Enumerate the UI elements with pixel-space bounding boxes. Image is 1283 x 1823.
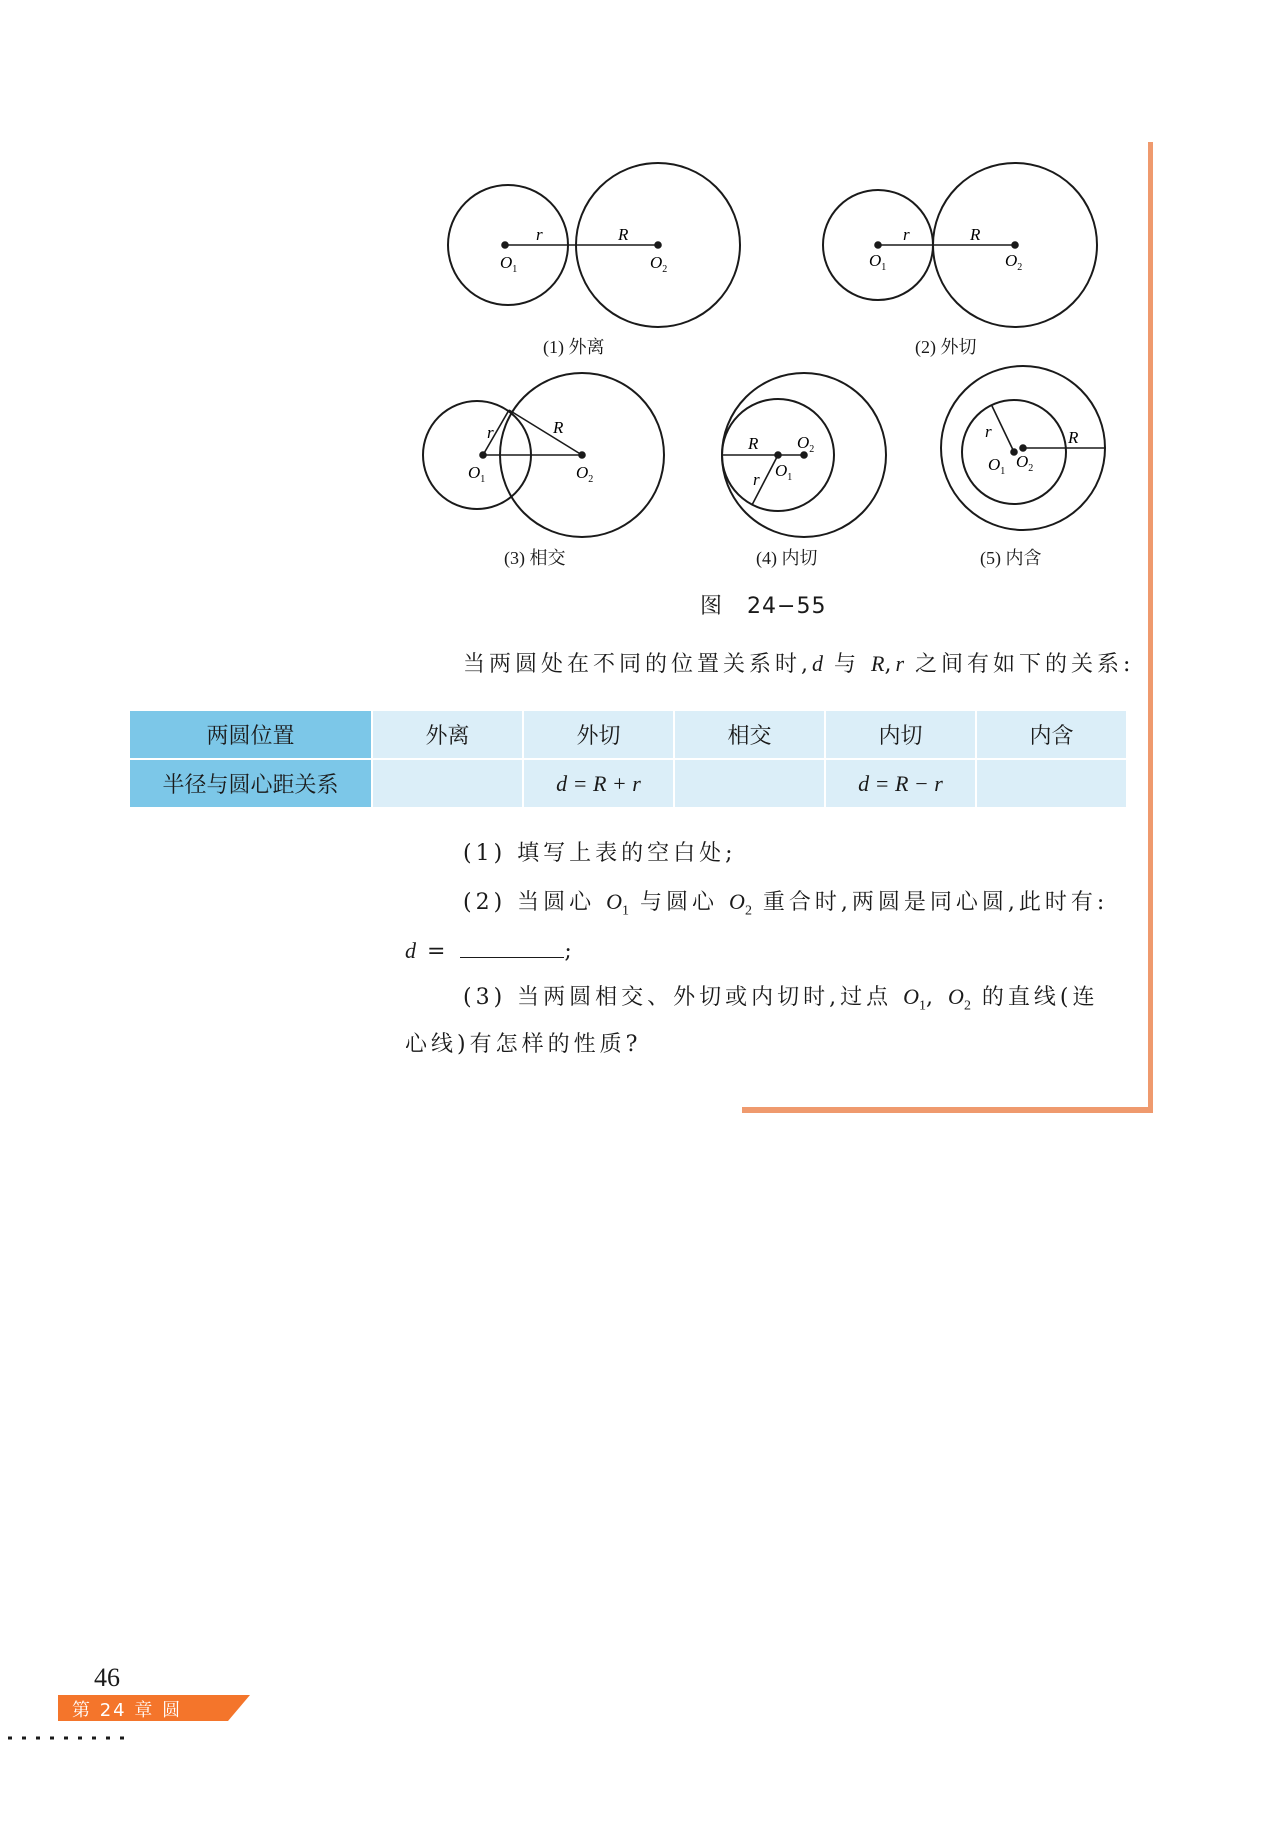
radius-R xyxy=(509,410,582,455)
q2-text-b: 与圆心 xyxy=(629,890,730,915)
table-header-label: 两圆位置 xyxy=(129,710,372,759)
label-o1: $O_1$ xyxy=(500,253,518,275)
figure-panel-externally-tangent xyxy=(823,163,1097,327)
table-column-header: 内切 xyxy=(825,710,976,759)
table-header-row xyxy=(129,710,1127,759)
label-r: r xyxy=(985,422,992,441)
intro-var-R: R xyxy=(871,651,885,676)
q3-comma: , xyxy=(926,985,949,1010)
center-point-o1 xyxy=(875,242,881,248)
label-r: r xyxy=(536,225,543,244)
figure-caption-prefix: 图 xyxy=(700,594,724,619)
table-row-label: 半径与圆心距关系 xyxy=(129,759,372,808)
label-R: R xyxy=(748,434,759,453)
chapter-label: 第 24 章 圆 xyxy=(72,1700,183,1721)
figure-24-55 xyxy=(0,0,1283,600)
label-R: R xyxy=(1068,428,1079,447)
relation-table xyxy=(128,709,1128,809)
table-cell-external-tangent: d = R + r xyxy=(523,759,674,808)
caption-panel1: (1) 外离 xyxy=(543,337,605,357)
center-point-o1 xyxy=(480,452,486,458)
label-r: r xyxy=(753,470,760,489)
caption-panel2: (2) 外切 xyxy=(915,337,977,357)
figure-panel-intersecting xyxy=(423,373,664,537)
table-row xyxy=(129,759,1127,808)
label-o2: $O_2$ xyxy=(1016,452,1034,474)
q2-o1: $O_1$ xyxy=(606,889,630,919)
table-cell-blank xyxy=(976,759,1127,808)
q2-text-c: 重合时,两圆是同心圆,此时有: xyxy=(751,890,1109,915)
question-3-continued: 心线)有怎样的性质? xyxy=(405,1032,642,1057)
table-cell-internal-tangent: d = R − r xyxy=(825,759,976,808)
intro-var-r: r xyxy=(895,651,905,676)
figure-panel-internally-tangent xyxy=(722,373,886,537)
q2-equals: = xyxy=(416,939,461,964)
label-r: r xyxy=(487,423,494,442)
intro-comma: , xyxy=(884,652,896,677)
center-point-o1 xyxy=(502,242,508,248)
intro-text-1: 当两圆处在不同的位置关系时, xyxy=(463,652,812,677)
answer-blank[interactable] xyxy=(460,935,564,958)
label-o2: $O_2$ xyxy=(797,433,815,455)
label-o2: $O_2$ xyxy=(650,253,668,275)
label-o2: $O_2$ xyxy=(1005,251,1023,273)
caption-panel3: (3) 相交 xyxy=(504,548,566,568)
figure-panel-contained xyxy=(941,366,1105,530)
question-1: (1) 填写上表的空白处; xyxy=(463,841,737,866)
margin-frame-bottom xyxy=(742,1107,1153,1113)
q3-text-b: 的直线(连 xyxy=(970,985,1099,1010)
intro-text-3: 之间有如下的关系: xyxy=(904,652,1135,677)
label-r: r xyxy=(903,225,910,244)
question-2 xyxy=(463,887,1108,926)
table-column-header: 内含 xyxy=(976,710,1127,759)
label-o2: $O_2$ xyxy=(576,463,594,485)
center-point-o1 xyxy=(775,452,781,458)
label-R: R xyxy=(618,225,629,244)
footer-dotted-rule xyxy=(8,1736,133,1740)
center-point-o2 xyxy=(1020,445,1026,451)
q2-text-a: (2) 当圆心 xyxy=(463,890,607,915)
question-2-answer-line xyxy=(405,935,576,967)
q2-o2: $O_2$ xyxy=(729,889,752,919)
figure-panel-separate xyxy=(448,163,740,327)
q2-semicolon: ; xyxy=(564,939,576,964)
q3-o2: $O_2$ xyxy=(948,984,971,1014)
q3-text-a: (3) 当两圆相交、外切或内切时,过点 xyxy=(463,985,904,1010)
intro-paragraph xyxy=(463,649,1134,680)
radius-r xyxy=(992,406,1014,452)
label-o1: $O_1$ xyxy=(869,251,887,273)
table-cell-blank xyxy=(372,759,523,808)
intro-var-d: d xyxy=(812,651,823,676)
center-point-o2 xyxy=(1012,242,1018,248)
question-3 xyxy=(463,982,1099,1021)
center-point-o2 xyxy=(579,452,585,458)
table-cell-blank xyxy=(674,759,825,808)
figure-caption-number: 24−55 xyxy=(747,594,827,619)
q2-var-d: d xyxy=(405,938,416,963)
label-R: R xyxy=(970,225,981,244)
table-column-header: 相交 xyxy=(674,710,825,759)
page-number: 46 xyxy=(94,1663,120,1692)
label-o1: $O_1$ xyxy=(988,455,1006,477)
center-point-o2 xyxy=(801,452,807,458)
table-column-header: 外离 xyxy=(372,710,523,759)
figure-caption xyxy=(700,589,826,620)
table-column-header: 外切 xyxy=(523,710,674,759)
caption-panel5: (5) 内含 xyxy=(980,548,1042,568)
center-point-o2 xyxy=(655,242,661,248)
caption-panel4: (4) 内切 xyxy=(756,548,818,568)
label-o1: $O_1$ xyxy=(468,463,486,485)
intro-text-2: 与 xyxy=(823,652,871,677)
label-o1: $O_1$ xyxy=(775,461,793,483)
q3-o1: $O_1$ xyxy=(903,984,927,1014)
label-R: R xyxy=(553,418,564,437)
